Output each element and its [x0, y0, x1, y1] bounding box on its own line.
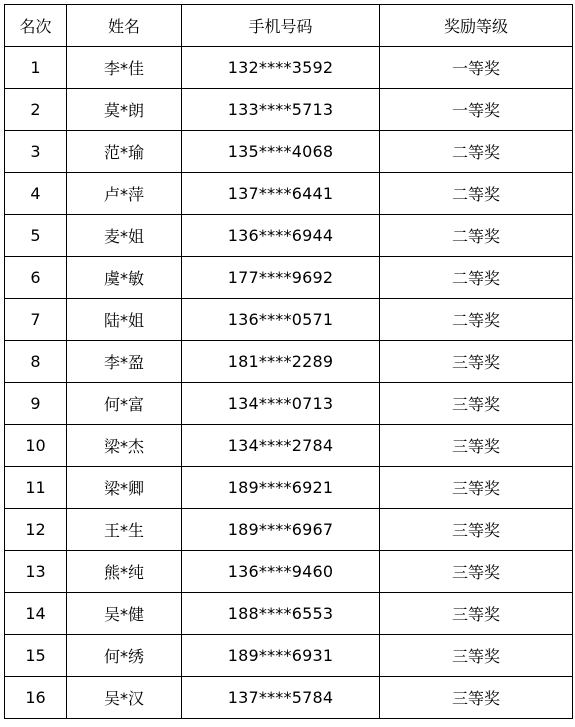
- phone-cell: 137****6441: [182, 173, 380, 215]
- phone-cell: 132****3592: [182, 47, 380, 89]
- table-row: [5, 257, 573, 299]
- table-row: [5, 47, 573, 89]
- award-level-cell: 三等奖: [380, 551, 573, 593]
- table-row: [5, 509, 573, 551]
- phone-cell: 136****0571: [182, 299, 380, 341]
- table-row: [5, 173, 573, 215]
- table-row: [5, 635, 573, 677]
- name-cell: 何*绣: [67, 635, 182, 677]
- phone-cell: 136****9460: [182, 551, 380, 593]
- phone-cell: 189****6931: [182, 635, 380, 677]
- phone-cell: 177****9692: [182, 257, 380, 299]
- name-cell: 吴*健: [67, 593, 182, 635]
- name-cell: 何*富: [67, 383, 182, 425]
- name-cell: 麦*姐: [67, 215, 182, 257]
- phone-cell: 134****2784: [182, 425, 380, 467]
- rank-cell: 2: [5, 89, 67, 131]
- phone-cell: 136****6944: [182, 215, 380, 257]
- name-cell: 陆*姐: [67, 299, 182, 341]
- phone-cell: 181****2289: [182, 341, 380, 383]
- table-row: [5, 215, 573, 257]
- rank-cell: 11: [5, 467, 67, 509]
- phone-cell: 189****6967: [182, 509, 380, 551]
- award-level-cell: 三等奖: [380, 383, 573, 425]
- rank-cell: 12: [5, 509, 67, 551]
- award-level-cell: 三等奖: [380, 635, 573, 677]
- phone-cell: 133****5713: [182, 89, 380, 131]
- rank-cell: 8: [5, 341, 67, 383]
- phone-cell: 189****6921: [182, 467, 380, 509]
- header-level: 奖励等级: [380, 5, 573, 47]
- award-level-cell: 三等奖: [380, 467, 573, 509]
- table-row: [5, 593, 573, 635]
- phone-cell: 137****5784: [182, 677, 380, 719]
- rank-cell: 4: [5, 173, 67, 215]
- table-row: [5, 341, 573, 383]
- award-level-cell: 三等奖: [380, 341, 573, 383]
- rank-cell: 13: [5, 551, 67, 593]
- phone-cell: 134****0713: [182, 383, 380, 425]
- award-level-cell: 二等奖: [380, 173, 573, 215]
- name-cell: 卢*萍: [67, 173, 182, 215]
- header-name: 姓名: [67, 5, 182, 47]
- name-cell: 熊*纯: [67, 551, 182, 593]
- award-level-cell: 二等奖: [380, 299, 573, 341]
- rank-cell: 5: [5, 215, 67, 257]
- award-level-cell: 二等奖: [380, 215, 573, 257]
- table-row: [5, 467, 573, 509]
- name-cell: 莫*朗: [67, 89, 182, 131]
- award-level-cell: 二等奖: [380, 257, 573, 299]
- rank-cell: 14: [5, 593, 67, 635]
- name-cell: 吴*汉: [67, 677, 182, 719]
- award-level-cell: 三等奖: [380, 509, 573, 551]
- award-level-cell: 三等奖: [380, 677, 573, 719]
- table-row: [5, 89, 573, 131]
- award-level-cell: 一等奖: [380, 89, 573, 131]
- name-cell: 范*瑜: [67, 131, 182, 173]
- award-level-cell: 三等奖: [380, 593, 573, 635]
- table-row: [5, 551, 573, 593]
- table-header: [5, 5, 573, 47]
- award-level-cell: 二等奖: [380, 131, 573, 173]
- name-cell: 梁*卿: [67, 467, 182, 509]
- header-phone: 手机号码: [182, 5, 380, 47]
- rank-cell: 6: [5, 257, 67, 299]
- rank-cell: 3: [5, 131, 67, 173]
- award-level-cell: 三等奖: [380, 425, 573, 467]
- prize-winners-table: [4, 4, 573, 719]
- name-cell: 虞*敏: [67, 257, 182, 299]
- award-level-cell: 一等奖: [380, 47, 573, 89]
- table-row: [5, 425, 573, 467]
- phone-cell: 135****4068: [182, 131, 380, 173]
- table-row: [5, 383, 573, 425]
- table-row: [5, 677, 573, 719]
- table-row: [5, 299, 573, 341]
- name-cell: 梁*杰: [67, 425, 182, 467]
- name-cell: 王*生: [67, 509, 182, 551]
- name-cell: 李*盈: [67, 341, 182, 383]
- rank-cell: 15: [5, 635, 67, 677]
- rank-cell: 1: [5, 47, 67, 89]
- table-row: [5, 131, 573, 173]
- name-cell: 李*佳: [67, 47, 182, 89]
- rank-cell: 10: [5, 425, 67, 467]
- table-body: [5, 47, 573, 719]
- rank-cell: 9: [5, 383, 67, 425]
- rank-cell: 16: [5, 677, 67, 719]
- header-row: [5, 5, 573, 47]
- phone-cell: 188****6553: [182, 593, 380, 635]
- header-rank: 名次: [5, 5, 67, 47]
- rank-cell: 7: [5, 299, 67, 341]
